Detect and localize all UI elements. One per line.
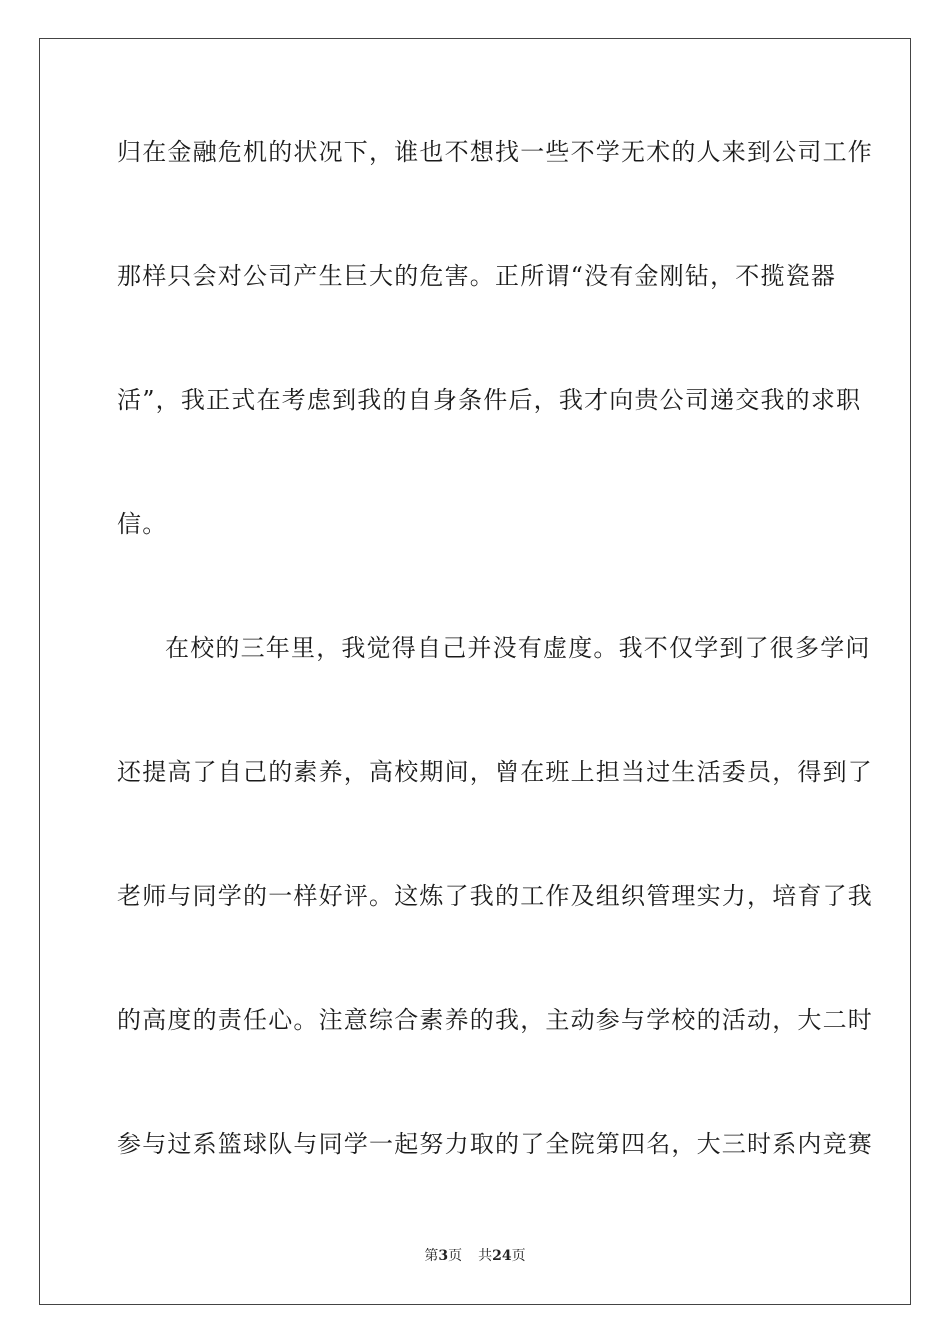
text-line: 老师与同学的一样好评。这炼了我的工作及组织管理实力，培育了我 <box>117 882 873 910</box>
page-border <box>39 38 911 1305</box>
text-line: 那样只会对公司产生巨大的危害。正所谓“没有金刚钻，不揽瓷器 <box>117 262 837 290</box>
total-suffix: 页 <box>511 1248 526 1264</box>
page-current: 3 <box>438 1248 449 1264</box>
text-line: 的高度的责任心。注意综合素养的我，主动参与学校的活动，大二时 <box>117 1006 873 1034</box>
text-line: 归在金融危机的状况下，谁也不想找一些不学无术的人来到公司工作 <box>117 138 873 166</box>
text-line: 活”，我正式在考虑到我的自身条件后，我才向贵公司递交我的求职 <box>117 386 862 414</box>
text-line: 还提高了自己的素养，高校期间，曾在班上担当过生活委员，得到了 <box>117 758 873 786</box>
text-line: 参与过系篮球队与同学一起努力取的了全院第四名，大三时系内竞赛 <box>117 1130 873 1158</box>
page-total: 24 <box>492 1248 512 1264</box>
total-prefix: 共 <box>478 1248 493 1264</box>
page-prefix: 第 <box>424 1248 439 1264</box>
text-line: 信。 <box>117 510 168 538</box>
page-suffix: 页 <box>448 1248 463 1264</box>
text-line: 在校的三年里，我觉得自己并没有虚度。我不仅学到了很多学问 <box>165 634 871 662</box>
page-footer <box>0 1247 950 1265</box>
